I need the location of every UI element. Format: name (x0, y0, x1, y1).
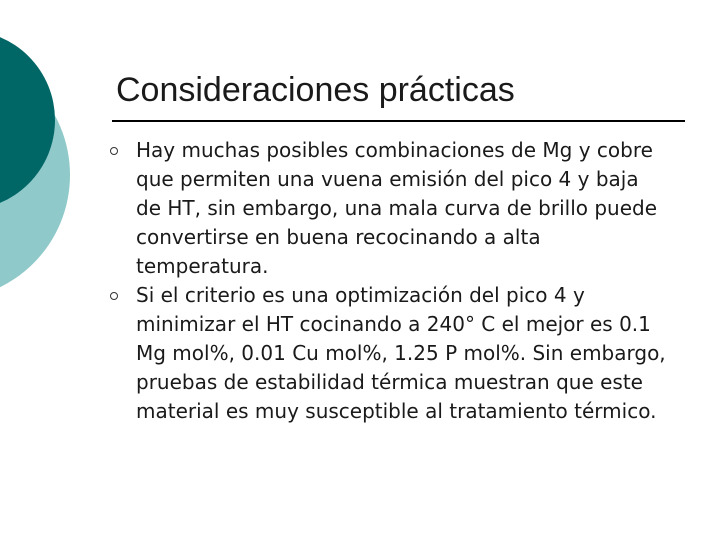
bullet-item (108, 281, 668, 426)
bullet-text: Hay muchas posibles combinaciones de Mg y cobre que permiten una vuena emisión del pico 4 y baja de HT, sin embargo, una mala curva de brillo puede convertirse en buena recocinando a alta temperatura. (136, 138, 658, 278)
bullet-list (108, 136, 668, 426)
hollow-circle-bullet-icon (110, 292, 118, 300)
slide-title: Consideraciones prácticas (116, 71, 515, 109)
title-underline (112, 120, 685, 122)
bullet-item (108, 136, 668, 281)
hollow-circle-bullet-icon (110, 147, 118, 155)
decorative-teal-shapes (0, 0, 120, 300)
bullet-text: Si el criterio es una optimización del pico 4 y minimizar el HT cocinando a 240° C el mejor es 0.1 Mg mol%, 0.01 Cu mol%, 1.25 P mol%. Sin embargo, pruebas de estabilidad térmica muestran que este material es muy susceptible al tratamiento térmico. (136, 283, 666, 423)
